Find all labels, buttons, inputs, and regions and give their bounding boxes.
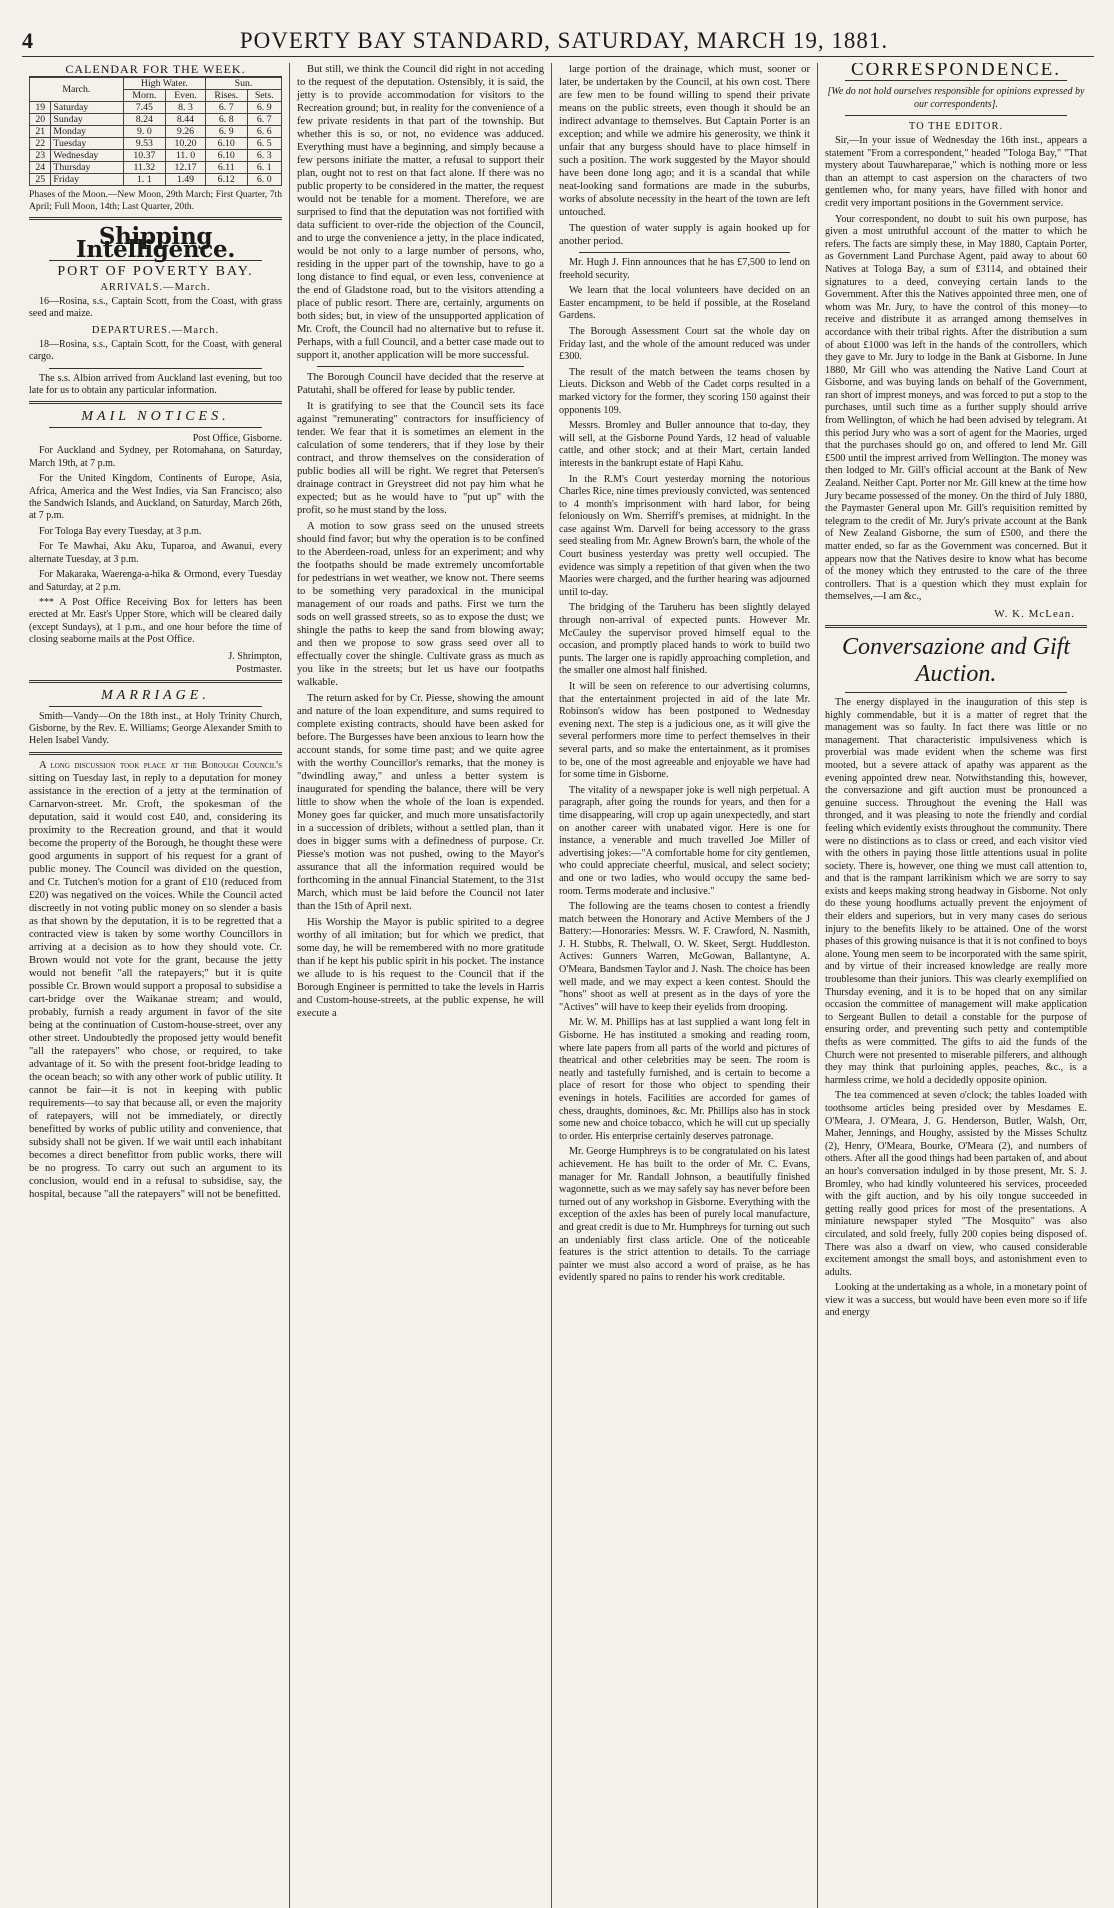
divider <box>317 366 524 367</box>
leader-paragraph: large portion of the drainage, which must, sooner or later, be undertaken by the Council, at his own cost. There are few men to be found willing to spend their private means on the public streets, even though it should be an indirect advantage to themselves. But Captain Porter is an exception; and while we admire his generosity, we think it unfair that any burgess should have to place himself in such a position. The work suggested by the Mayor should have been done long ago; and it is a scandal that while neat-looking sand formations are made in the suburbs, works of absolute necessity in the heart of the town are left untouched. <box>559 64 810 218</box>
mail-item: For Makaraka, Waerenga-a-hika & Ormond, every Tuesday and Saturday, at 2 p.m. <box>29 569 282 593</box>
columns <box>22 63 1094 1908</box>
conversazione-paragraph: Looking at the undertaking as a whole, in a monetary point of view it was a success, but would have been even more so if life and energy <box>825 1282 1087 1319</box>
arrivals-text: 16—Rosina, s.s., Captain Scott, from the Coast, with grass seed and maize. <box>29 296 282 320</box>
mail-item: *** A Post Office Receiving Box for letters has been erected at Mr. East's Upper Store, which will be cleared daily (except Sundays), at 1 p.m., and one hour before the time of closing seaborne mails at the Post Office. <box>29 596 282 646</box>
letter-paragraph: Your correspondent, no doubt to suit his own purpose, has given a most untruthful account of the matter to which he refers. The facts are simply these, in May 1880, Captain Porter, as Government Land Purchase Agent, paid away to about 60 Natives at Tologa Bay, a sum of £3114, and obtained their signatures to a deed, conveying certain lands to the Government. After this the Natives appointed three men, one of whom was Mr. Jury, to have the control of this money—to receive and distribute it as arranged among themselves in accordance with their tribal rights. After the distribution a sum of about £1000 was left in the hands of the controllers, which they gave to Mr. Jury to lodge in the Bank at Gisborne. In June 1880, Mr Gill who was attending the Native Land Court at Gisborne, and was buying lands on behalf of the Government, ran short of imprest moneys, and was forced to put a stop to the purchases, until such time as a further supply should arrive from Wellington, of which he had been advised by telegram. At this period Jury who was a sort of agent for the Maories, urged that the purchases should go on, and offered to lend Mr. Gill £500 until the imprest arrived from Wellington. The money was then lodged to Mr. Gill's official account at the Bank of New Zealand. Neither Capt. Porter nor Mr. Gill knew at the time how Jury became possessed of the money. On the third of July 1880, the Paymaster General upon Mr. Gill's requisition remitted by telegram to the credit of Mr. Jury's private account at the Bank of New Zealand Gisborne, the sum of £500, and there the matter ended, so far as the Government was concerned. But it appears now that the Natives desire to know what has become of the money which they entrusted to the care of the three controllers. That is a question which they must explain for themselves,—I am &c., <box>825 213 1087 603</box>
leader-paragraph: It is gratifying to see that the Council sets its face against "remunerating" contractors for insufficiency of tender. We fear that it is sometimes an element in the calculation of some tenderers, that if they lose by their contract, and throw themselves on the consideration of public bodies all will be right. We regret that Petersen's drainage contract in Greystreet did not pay him what he expected; but as he would have to "put up" with the profit, so he must stand by the loss. <box>297 401 544 516</box>
calendar-row: 25 Friday 1. 1 1.49 6.12 6. 0 <box>30 174 282 186</box>
divider <box>825 625 1087 628</box>
calendar-col-month: March. <box>30 78 124 102</box>
calendar-table <box>29 77 282 186</box>
calendar-col-rises: Rises. <box>205 90 247 102</box>
leader-paragraph: The Borough Council have decided that the reserve at Patutahi, shall be offered for lease by public tender. <box>297 372 544 396</box>
news-item: Mr. Hugh J. Finn announces that he has £7,500 to lend on freehold security. <box>559 257 810 281</box>
calendar-row: 19 Saturday 7.45 8. 3 6. 7 6. 9 <box>30 102 282 114</box>
column-1 <box>22 63 290 1908</box>
calendar-col-sets: Sets. <box>247 90 281 102</box>
marriage-heading: MARRIAGE. <box>101 687 210 703</box>
departures-text: 18—Rosina, s.s., Captain Scott, for the Coast, with general cargo. <box>29 338 282 363</box>
divider <box>845 115 1067 116</box>
calendar-col-sun: Sun. <box>205 78 281 90</box>
leader-paragraph: But still, we think the Council did right in not acceding to the request of the deputation. Ostensibly, it is said, the jetty is to provide accommodation for visitors to the Recreation ground; but, in reality for the convenience of a few private residents in that part of the township. But whether this is so, or not, no evidence was adduced. Everything must have a beginning, and simply because a few persons initiate the matter, a refusal to support their plan, ought not to rest on that fact alone. If there was no public property to be considered in the matter, the request would not be tenable for a moment. Therefore, we are surprised to find that the deputation was not fortified with data sufficient to over-ride the objection of the Council, and to urge the convenience a jetty, in the place indicated, would be not only to a large number of persons, who, residing in the upper part of the township, have to go a long distance to find equal, or even less, convenience at the end of Gladstone road, but to the visitors attending a place of public resort. There are, certainly, arguments on both sides; but, in view of the unsupported application of Mr. Croft, the Council had no alternative but to refuse it. Perhaps, with a full Council, and a better case made out to support it, another application will be more successful. <box>297 64 544 361</box>
column-4 <box>818 63 1094 1908</box>
news-item: The vitality of a newspaper joke is well nigh perpetual. A paragraph, after going the rounds for years, and then for a time disappearing, will crop up again unexpectedly, and start on another career with unabated vigor. Here is one for instance, a venerable and much travelled Joe Miller of advertising jokes:—"A comfortable home for city gentlemen, who could appreciate cheerful, musical, and select society; and one or two ladies, who would occupy the same bed-room. Terms moderate and inclusive." <box>559 784 810 897</box>
to-the-editor: TO THE EDITOR. <box>908 121 1004 132</box>
calendar-heading: CALENDAR FOR THE WEEK. <box>29 63 282 77</box>
postmaster-title: Postmaster. <box>236 663 282 675</box>
conversazione-paragraph: The tea commenced at seven o'clock; the tables loaded with toothsome articles being presided over by Mesdames E. O'Meara, J. O'Meara, J. G. Henderson, Butler, Walsh, Orr, Maher, Jennings, and Houghy, assisted by the Misses Schultz (2), Henry, O'Meara, Bourke, O'Meara (2), and numbers of others. After all the good things had been partaken of, and about an hour's conversation indulged in by those present, Mr. S. J. Bromley, who had kindly volunteered his services, proceeded with the gift auction, and by his oily tongue succeeded in getting really good prices for most of the presentations. A miniature newspaper styled "The Mosquito" was also circulated, and sold freely, fully 200 copies being disposed of. There was also a dwarf on view, who caused considerable excitement amongst the small boys, and astonishment even to adults. <box>825 1090 1087 1278</box>
letter-paragraph: Sir,—In your issue of Wednesday the 16th inst., appears a statement "From a correspondent," headed "Tologa Bay," "That mystery about Tauwhareparae," which is nothing more or less than an attempt to cast aspersion on the characters of two gentlemen who, for many years, have filled with honor and credit very important positions in the Government service. <box>825 135 1087 209</box>
divider <box>29 680 282 683</box>
mail-item: For the United Kingdom, Continents of Europe, Asia, Africa, America and the West Indies, via San Francisco; also the Sandwich Islands, and Auckland, on Saturday, March 26th, at 7 p.m. <box>29 473 282 522</box>
news-item: The Borough Assessment Court sat the whole day on Friday last, and the whole of the amount reduced was under £300. <box>559 325 810 363</box>
calendar-col-even: Even. <box>166 90 206 102</box>
post-office: Post Office, Gisborne. <box>192 433 282 445</box>
leader-paragraph: The return asked for by Cr. Piesse, showing the amount and nature of the loan expenditure, and sums required to complete existing contracts, should have been asked for before. The Burgesses have been anxious to learn how the account stands, for some time past; and we quite agree with the worthy Councillor's remarks, that the money is "dwindling away," and unless a better system is inaugurated for spending the balance, there will be very little to show when the whole of the loan is expended. Money goes far quicker, and much more unsatisfactorily in a succession of driblets, without a settled plan, than it does in bigger sums with a definedness of purpose. Cr. Piesse's motion was not pushed, owing to the Mayor's assurance that all the information required would be forthcoming in the annual Financial Statement, to the 31st March, which must be laid before the Council not later than the 15th of April next. <box>297 693 544 912</box>
leader-paragraph: His Worship the Mayor is public spirited to a degree worthy of all imitation; but for which we predict, that some day, he will be remembered with no more gratitude than if he kept his public spirit in his pocket. The instance we allude to is his request to the Council that if the Borough Engineer is permitted to take the levels in Harris and Custom-house-streets, at the public expense, he will execute a <box>297 917 544 1019</box>
news-item: It will be seen on reference to our advertising columns, that the entertainment projected in aid of the late Mr. Robinson's widow has been postponed to Wednesday evening next. The step is a judicious one, as it will give the several performers more time to perfect themselves in their several parts, and so make the entertainment, as it promises to be, one of the most agreeable and enjoyable we have had for some time in Gisborne. <box>559 681 810 781</box>
leader-paragraph: A long discussion took place at the Borough Council's sitting on Tuesday last, in reply to a deputation for money assistance in the erection of a jetty at the termination of Carnarvon-street. Mr. Croft, the spokesman of the deputation, said it would cost £40, and, considering its proximity to the Recreation ground, and that it would become the property of the Borough, he thought these were good arguments in support of his request for a grant of public money. The Council was divided on the question, and Cr. Tutchen's motion for a grant of £10 (reduced from £20) was negatived on the voices. While the Council acted discreetly in not voting public money on so slender a basis as that shown by the deputation, it is to be regretted that a contracted view is taken by some worthy Councillors in arriving at a decision as to how they should vote. Cr. Brown would not vote for the grant, because the jetty would not benefit "all the ratepayers;" but it is quite possible Cr. Brown would support a proposal to subsidise a cart-bridge over the Waikanae stream; and would, probably, furnish a ready argument in favor of the site being at the continuation of Custom-house-street, over any other street. Undoubtedly the proposed jetty would benefit "all the ratepayers" who chose, or required, to take advantage of it. So with the present foot-bridge leading to the ocean beach; so with any other work of public utility. It cannot be fair—it is not in keeping with public requirements—to say that because all, or even the majority of ratepayers, will not be immediately, or directly benefitted by works of public utility and convenience, that subsidy shall not be given. If we wait until each inhabitant becomes a direct benefittor from public works, there will be no progress. To carry out such an argument to its conclusion, would end in a refusal to subsidise, say, the hospital, because "all the ratepayers" will not be benefitted. <box>29 759 282 1200</box>
divider <box>29 217 282 220</box>
arrivals-heading: ARRIVALS.—March. <box>100 282 211 293</box>
news-item: The following are the teams chosen to contest a friendly match between the Honorary and Active Members of the J Battery:—Honoraries: Messrs. W. F. Crawford, N. Nasmith, J. H. Stubbs, R. Thelwall, O. W. Skeet, Sergt. Huddleston. Actives: Gunners Warren, McGowan, Ballantyne, A. O'Meara, Bandsmen Taylor and J. Nash. The choice has been well made, and we may expect a keen contest. Should the "hons" shoot as well at present as in the days of yore the "Actives" will have to keep their eyelids from drooping. <box>559 901 810 1013</box>
mail-item: For Te Mawhai, Aku Aku, Tuparoa, and Awanui, every alternate Tuesday, at 3 p.m. <box>29 541 282 565</box>
calendar-row: 23 Wednesday 10.37 11. 0 6.10 6. 3 <box>30 150 282 162</box>
conversazione-paragraph: The energy displayed in the inauguration of this step is highly commendable, but it is a matter of regret that the management was so faulty. In fact there was little or no management. That characteristic impulsiveness which is proverbial was made evident when the scheme was first mooted, but a severe attack of apathy was apparent as the evening appointed drew near. Notwithstanding this, however, the conversazione and gift auction must be pronounced a genuine success. Throughout the evening the Hall was thronged, and it was pleasing to note the friendly and cordial feeling which evidently exists throughout the community. There were no distinctions as to class or creed, and each visitor vied with the others in paying those little attentions usual in polite society. There is, however, one thing we must call attention to, and that is the rampant larrikinism which we are sorry to say exists and keeps making strong headway in Gisborne. Not only do these young hoodlums actually prevent the enjoyment of their elders and superiors, but in very many cases do serious injury to the benefits likely to be attained. One of the worst phases of this growing nuisance is that it is not confined to boys alone. Young men seem to be incorporated with the same spirit, and by virtue of their increased knowledge are really more troublesome than their juniors. This was clearly exemplified on Thursday evening, and it is to be hoped that on any similar occasion the committee of management will make application to Sergeant Bullen to detail a constable for the purpose of ensuring order, and preventing such petty and contemptible thefts as were committed. The gifts to aid the funds of the Church were not presented to miserable pilferers, and although they may think that purloining apples, peaches, &c., is a harmless crime, we hold a decidedly opposite opinion. <box>825 696 1087 1086</box>
departures-heading: DEPARTURES.—March. <box>91 324 220 336</box>
news-item: The bridging of the Taruheru has been slightly delayed through non-arrival of expected punts. However Mr. McCauley the supervisor proved himself equal to the occasion, and promptly placed hands to work to build two punts. The larger one is rapidly approaching completion, and the smaller one almost half finished. <box>559 602 810 677</box>
divider <box>845 80 1067 81</box>
mail-item: For Tologa Bay every Tuesday, at 3 p.m. <box>39 525 202 537</box>
divider <box>845 692 1067 693</box>
leader-paragraph: A motion to sow grass seed on the unused streets should find favor; but why the operation is to be confined to the Aberdeen-road, unless for an experiment; and why the footpaths should be made extremely uncomfortable for pedestrians in wet weather, we know not. There seems to be something very paradoxical in the municipal management of our roads and paths. First we turn the sods on well grassed streets, so as to expose the dust; we shingle the paths to keep the sand from blowing away; and then we propose to sow grass seed over all to effectually cover the shingle. Cultivate grass as much as you like in the streets; but let us have our footpaths walkable. <box>297 521 544 688</box>
albion-note: The s.s. Albion arrived from Auckland last evening, but too late for us to obtain any particular information. <box>29 372 282 397</box>
news-item: Mr. W. M. Phillips has at last supplied a want long felt in Gisborne. He has instituted a smoking and reading room, where late papers from all parts of the world and pictures of theatrical and other celebrities may be seen. The room is neatly and tastefully furnished, and is certain to become a place of resort for those who object to spending their evenings in hotels. Facilities are accorded for games of chess, draughts, dominoes, &c. Mr. Phillips also has in stock some new and choice tobacco, which he will cut up specially to order. His enterprise certainly deserves patronage. <box>559 1017 810 1142</box>
newspaper-title: POVERTY BAY STANDARD, SATURDAY, MARCH 19, 1881. <box>239 28 889 53</box>
postmaster-name: J. Shrimpton, <box>228 650 282 662</box>
news-item: Mr. George Humphreys is to be congratulated on his latest achievement. He has built to the order of Mr. C. Evans, manager for Mr. Randall Johnson, a beautifully finished wagonnette, such as we may safely say has never before been turned out of any workshop in Gisborne. Everything with the exception of the axles has been of purely local manufacture, and great credit is due to Mr. Humphreys for turning out such an undeniably first class article. One of the noticeable features is the strict attention to details. To the carriage painter we must also accord a word of praise, as he has evidently spared no pains to render his work creditable. <box>559 1146 810 1284</box>
mail-item: For Auckland and Sydney, per Rotomahana, on Saturday, March 19th, at 7 p.m. <box>29 445 282 469</box>
page-number: 4 <box>22 28 34 53</box>
divider <box>49 368 262 369</box>
calendar-row: 20 Sunday 8.24 8.44 6. 8 6. 7 <box>30 114 282 126</box>
divider <box>29 401 282 404</box>
moon-phases: Phases of the Moon.—New Moon, 29th March; First Quarter, 7th April; Full Moon, 14th; Last Quarter, 20th. <box>29 189 282 212</box>
news-item: In the R.M's Court yesterday morning the notorious Charles Rice, nine times previously convicted, was sentenced to 4 month's imprisonment with hard labor, for being feloniously on Wm. Sherriff's premises, at midnight. In the case against Wm. Darvell for being accessory to the grass seed stealing from Mr. Agnew Brown's barn, the whole of the Court business yesterday was pretty well occupied. The evidence was simply a repetition of that given when the two Maories were charged, and the further hearing was adjourned until to-day. <box>559 473 810 598</box>
divider <box>49 706 262 707</box>
divider <box>49 427 262 428</box>
correspondence-heading: CORRESPONDENCE. <box>851 63 1061 80</box>
leader-paragraph: The question of water supply is again hooked up for another period. <box>559 223 810 247</box>
marriage-text: Smith—Vandy—On the 18th inst., at Holy Trinity Church, Gisborne, by the Rev. E. Williams; George Alexander Smith to Helen Isabel Vandy. <box>29 710 282 747</box>
divider <box>29 752 282 755</box>
mail-heading: MAIL NOTICES. <box>81 409 230 425</box>
calendar-col-morn: Morn. <box>123 90 165 102</box>
news-item: The result of the match between the teams chosen by Lieuts. Dickson and Webb of the Cadet corps resulted in a marked victory for the former, they scoring 150 against their opponents 109. <box>559 366 810 416</box>
calendar-row: 24 Thursday 11.32 12.17 6.11 6. 1 <box>30 162 282 174</box>
calendar-row: 21 Monday 9. 0 9.26 6. 9 6. 6 <box>30 126 282 138</box>
port-heading: PORT OF POVERTY BAY. <box>57 264 254 279</box>
column-3 <box>552 63 818 1908</box>
column-2 <box>290 63 552 1908</box>
letter-signature: W. K. McLean. <box>994 607 1075 620</box>
masthead <box>22 28 1094 57</box>
shipping-heading: Shipping Intelligence. <box>75 223 236 263</box>
conversazione-heading: Conversazione and Gift Auction. <box>842 633 1070 687</box>
correspondence-disclaimer: [We do not hold ourselves responsible for opinions expressed by our correspondents]. <box>827 86 1085 110</box>
calendar-col-high-water: High Water. <box>123 78 205 90</box>
divider <box>579 252 790 253</box>
news-item: We learn that the local volunteers have decided on an Easter encampment, to be held if possible, at the Roseland Gardens. <box>559 285 810 322</box>
news-item: Messrs. Bromley and Buller announce that to-day, they will sell, at the Gisborne Pound Yards, 12 head of valuable cattle, and other stock; and at their Mart, certain landed interests in the bankrupt estate of Hapi Kahu. <box>559 420 810 469</box>
calendar-row: 22 Tuesday 9.53 10.20 6.10 6. 5 <box>30 138 282 150</box>
